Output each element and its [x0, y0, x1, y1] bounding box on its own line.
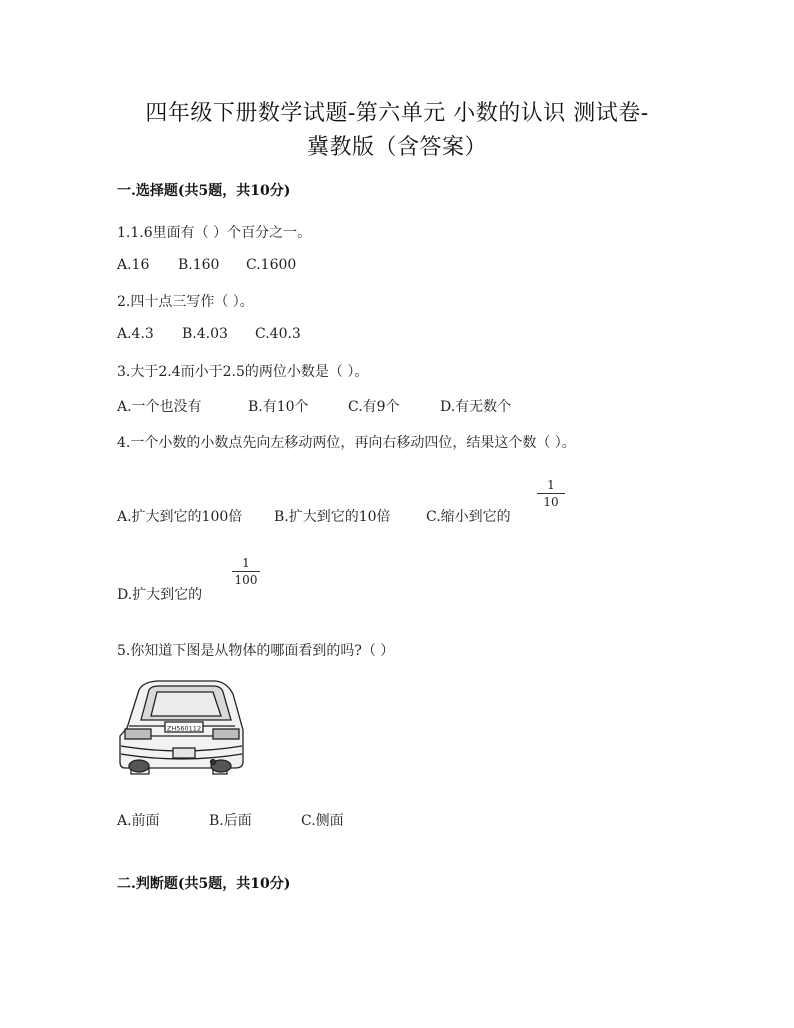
doc-title-line1: 四年级下册数学试题-第六单元 小数的认识 测试卷-	[145, 101, 649, 126]
q3-option-a: A.一个也没有	[117, 399, 202, 415]
section-heading-choice: 一.选择题(共5题，共10分)	[117, 183, 291, 199]
q5-option-c: C.侧面	[301, 813, 344, 829]
question-5: 5.你知道下图是从物体的哪面看到的吗?（ ）	[117, 643, 395, 659]
q4-option-c: C.缩小到它的	[426, 509, 511, 525]
car-rear-view-illustration	[117, 676, 245, 776]
q5-option-b: B.后面	[209, 813, 252, 829]
q2-option-c: C.40.3	[255, 326, 301, 342]
q3-option-b: B.有10个	[248, 399, 309, 415]
fraction-bar	[232, 571, 260, 572]
q2-option-a: A.4.3	[117, 326, 154, 342]
q3-option-d: D.有无数个	[440, 399, 512, 415]
car-license-plate-text: ZH560112	[166, 724, 202, 733]
q1-option-a: A.16	[117, 257, 150, 273]
fraction-bar	[537, 493, 565, 494]
fraction-one-hundredth	[232, 556, 260, 587]
question-3: 3.大于2.4而小于2.5的两位小数是（ ）。	[117, 364, 369, 380]
q3-option-c: C.有9个	[348, 399, 400, 415]
q2-option-b: B.4.03	[182, 326, 228, 342]
q4-option-a: A.扩大到它的100倍	[117, 509, 243, 525]
q1-option-b: B.160	[178, 257, 220, 273]
question-1: 1.1.6里面有（ ）个百分之一。	[117, 225, 312, 241]
q4-option-d: D.扩大到它的	[117, 587, 203, 603]
q1-option-c: C.1600	[246, 257, 297, 273]
q5-option-a: A.前面	[117, 813, 160, 829]
fraction-one-tenth	[537, 478, 565, 509]
fraction-numerator: 1	[242, 556, 250, 570]
q4-option-b: B.扩大到它的10倍	[274, 509, 391, 525]
section-heading-judgement: 二.判断题(共5题，共10分)	[117, 876, 291, 892]
question-4: 4.一个小数的小数点先向左移动两位，再向右移动四位，结果这个数（ ）。	[117, 435, 576, 451]
question-2: 2.四十点三写作（ ）。	[117, 294, 254, 310]
fraction-numerator: 1	[547, 478, 555, 492]
fraction-denominator: 10	[543, 495, 559, 509]
fraction-denominator: 100	[234, 573, 258, 587]
doc-title-line2: 冀教版（含答案）	[306, 135, 487, 160]
